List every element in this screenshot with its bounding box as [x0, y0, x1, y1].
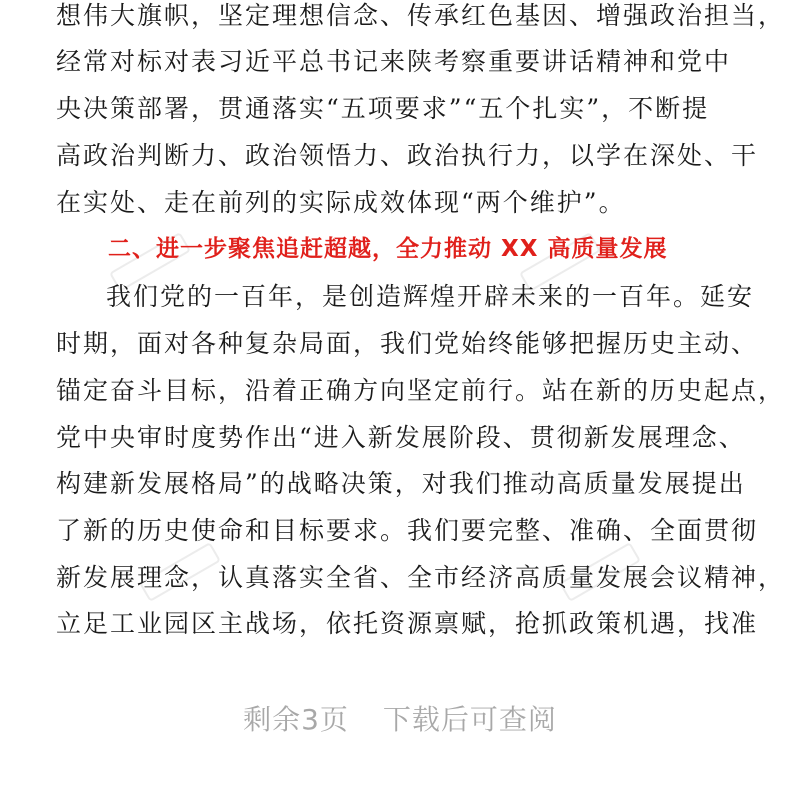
remaining-pages-label: 剩余3页 [243, 703, 349, 736]
section-heading: 二、进一步聚焦追赶超越，全力推动 XX 高质量发展 [108, 236, 668, 262]
paragraph-line: 高政治判断力、政治领悟力、政治执行力，以学在深处、干 [56, 141, 759, 170]
paragraph-line: 立足工业园区主战场，依托资源禀赋，抢抓政策机遇，找准 [56, 609, 759, 638]
paragraph-line: 我们党的一百年，是创造辉煌开辟未来的一百年。延安 [106, 282, 755, 311]
download-prompt[interactable] [0, 698, 800, 738]
paragraph-line: 央决策部署，贯通落实“五项要求”“五个扎实”，不断提 [56, 94, 710, 123]
paragraph-line: 新发展理念，认真落实全省、全市经济高质量发展会议精神， [56, 563, 786, 592]
paragraph-line: 想伟大旗帜，坚定理想信念、传承红色基因、增强政治担当， [56, 1, 786, 30]
paragraph-line: 锚定奋斗目标，沿着正确方向坚定前行。站在新的历史起点， [56, 376, 786, 405]
paragraph-line: 党中央审时度势作出“进入新发展阶段、贯彻新发展理念、 [56, 423, 746, 452]
paragraph-line: 经常对标对表习近平总书记来陕考察重要讲话精神和党中 [56, 47, 732, 76]
paragraph-line: 构建新发展格局”的战略决策，对我们推动高质量发展提出 [56, 469, 746, 498]
paragraph-line: 了新的历史使命和目标要求。我们要完整、准确、全面贯彻 [56, 516, 759, 545]
paragraph-line: 时期，面对各种复杂局面，我们党始终能够把握历史主动、 [56, 329, 759, 358]
download-to-view-label: 下载后可查阅 [382, 703, 557, 736]
paragraph-line: 在实处、走在前列的实际成效体现“两个维护”。 [56, 188, 626, 217]
